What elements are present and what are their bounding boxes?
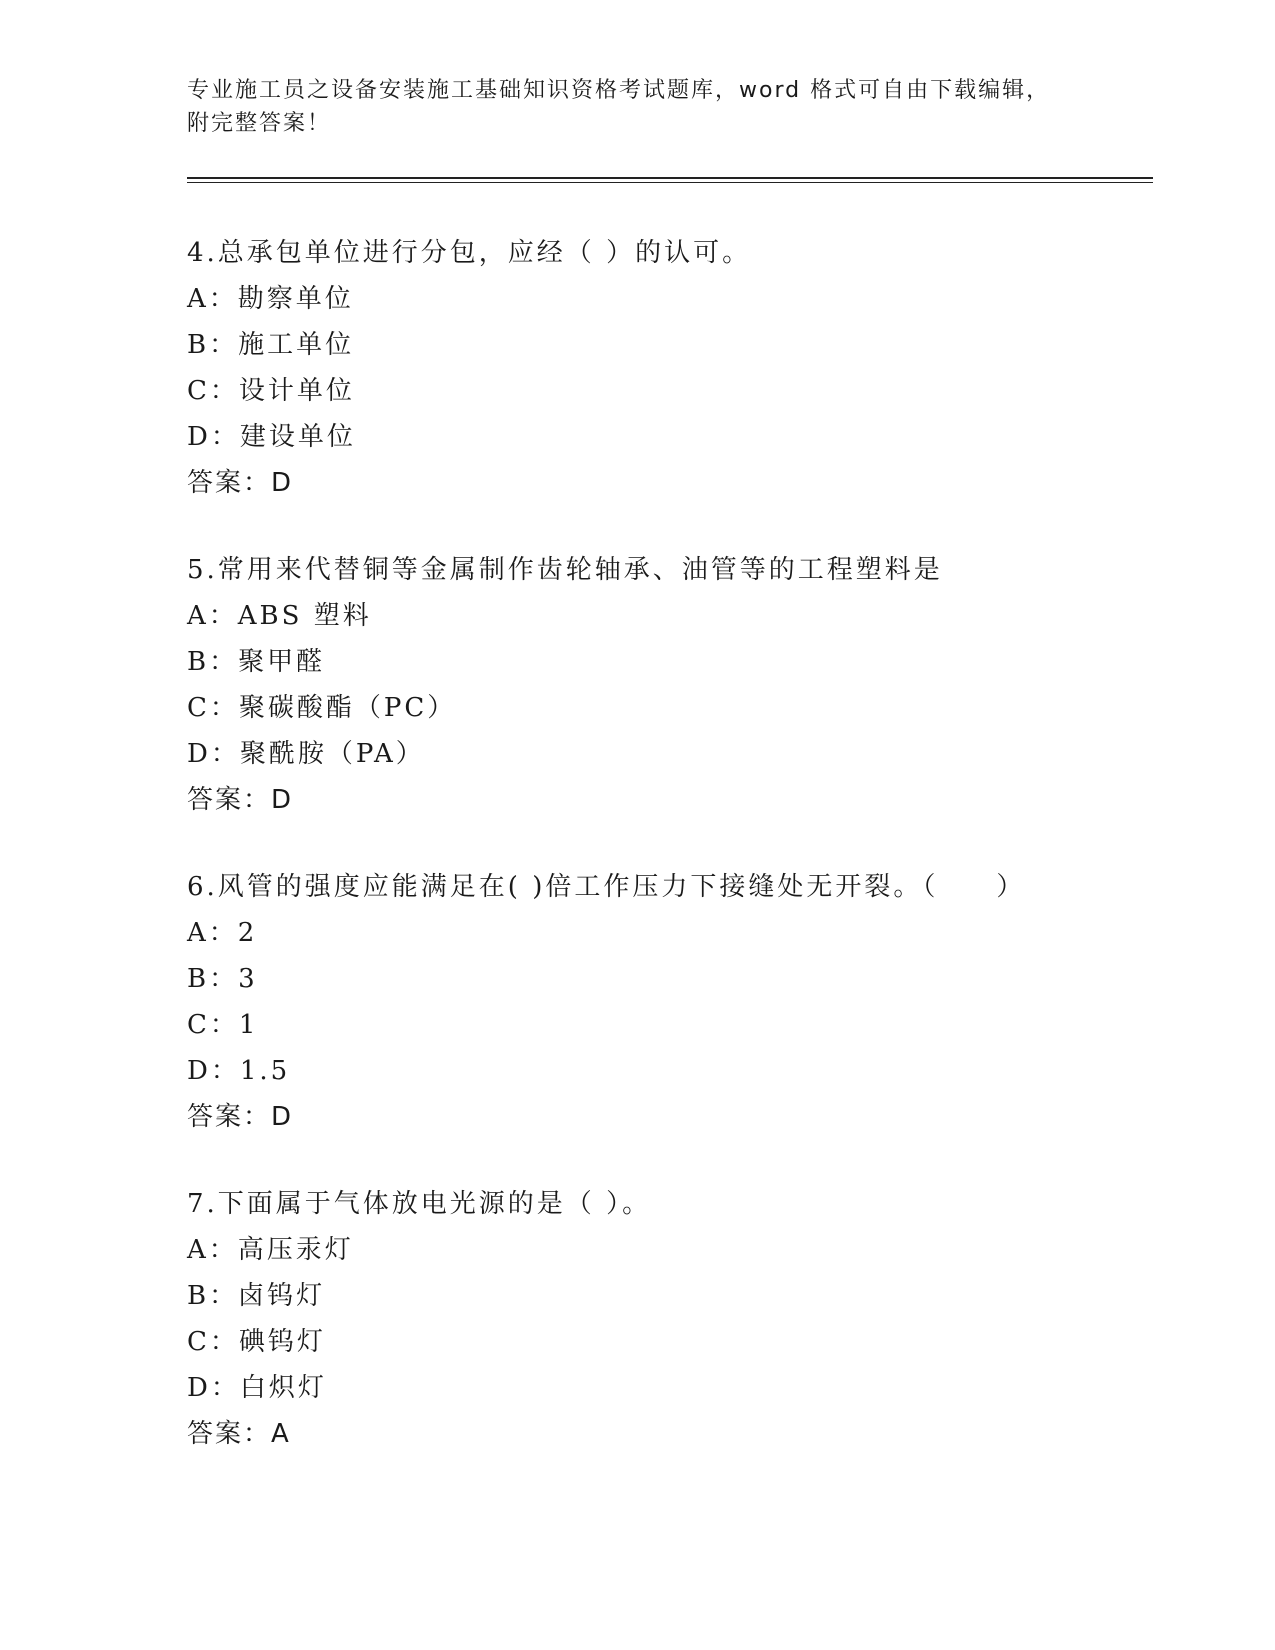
question-block bbox=[187, 547, 1147, 823]
header-note bbox=[187, 74, 1087, 140]
option-c: C：碘钨灯 bbox=[187, 1327, 326, 1357]
answer-label: 答案： bbox=[187, 1419, 272, 1449]
answer-label: 答案： bbox=[187, 1102, 272, 1132]
question-stem: 6.风管的强度应能满足在( )倍工作压力下接缝处无开裂。（ ） bbox=[187, 872, 1026, 902]
answer-line bbox=[187, 1411, 1147, 1457]
answer-label: 答案： bbox=[187, 468, 272, 498]
question-block bbox=[187, 864, 1147, 1140]
answer-line bbox=[187, 1094, 1147, 1140]
answer-value: D bbox=[271, 468, 292, 498]
option-a: A：勘察单位 bbox=[187, 284, 354, 314]
option-c: C：聚碳酸酯（PC） bbox=[187, 693, 457, 723]
option-c: C：设计单位 bbox=[187, 376, 355, 406]
question-stem: 5.常用来代替铜等金属制作齿轮轴承、油管等的工程塑料是 bbox=[187, 555, 943, 585]
answer-value: D bbox=[271, 1102, 292, 1132]
answer-value: A bbox=[271, 1419, 289, 1449]
option-b: B：卤钨灯 bbox=[187, 1281, 326, 1311]
question-block bbox=[187, 230, 1147, 506]
option-a: A：2 bbox=[187, 918, 258, 948]
option-c: C：1 bbox=[187, 1010, 259, 1040]
header-divider-thick bbox=[187, 177, 1153, 179]
option-a: A：ABS 塑料 bbox=[187, 601, 372, 631]
question-stem: 4.总承包单位进行分包，应经（ ）的认可。 bbox=[187, 238, 752, 268]
question-stem: 7.下面属于气体放电光源的是（ ）。 bbox=[187, 1189, 652, 1219]
option-b: B：施工单位 bbox=[187, 330, 355, 360]
answer-value: D bbox=[271, 785, 292, 815]
option-b: B：3 bbox=[187, 964, 258, 994]
header-line-2: 附完整答案！ bbox=[187, 111, 332, 136]
header-divider-thin bbox=[187, 182, 1153, 183]
answer-label: 答案： bbox=[187, 785, 272, 815]
answer-line bbox=[187, 460, 1147, 506]
answer-line bbox=[187, 777, 1147, 823]
option-d: D：1.5 bbox=[187, 1056, 291, 1086]
header-line-1: 专业施工员之设备安装施工基础知识资格考试题库，word 格式可自由下载编辑， bbox=[187, 78, 1051, 103]
option-d: D：白炽灯 bbox=[187, 1373, 327, 1403]
option-b: B：聚甲醛 bbox=[187, 647, 326, 677]
option-d: D：建设单位 bbox=[187, 422, 356, 452]
question-block bbox=[187, 1181, 1147, 1457]
option-d: D：聚酰胺（PA） bbox=[187, 739, 425, 769]
option-a: A：高压汞灯 bbox=[187, 1235, 354, 1265]
